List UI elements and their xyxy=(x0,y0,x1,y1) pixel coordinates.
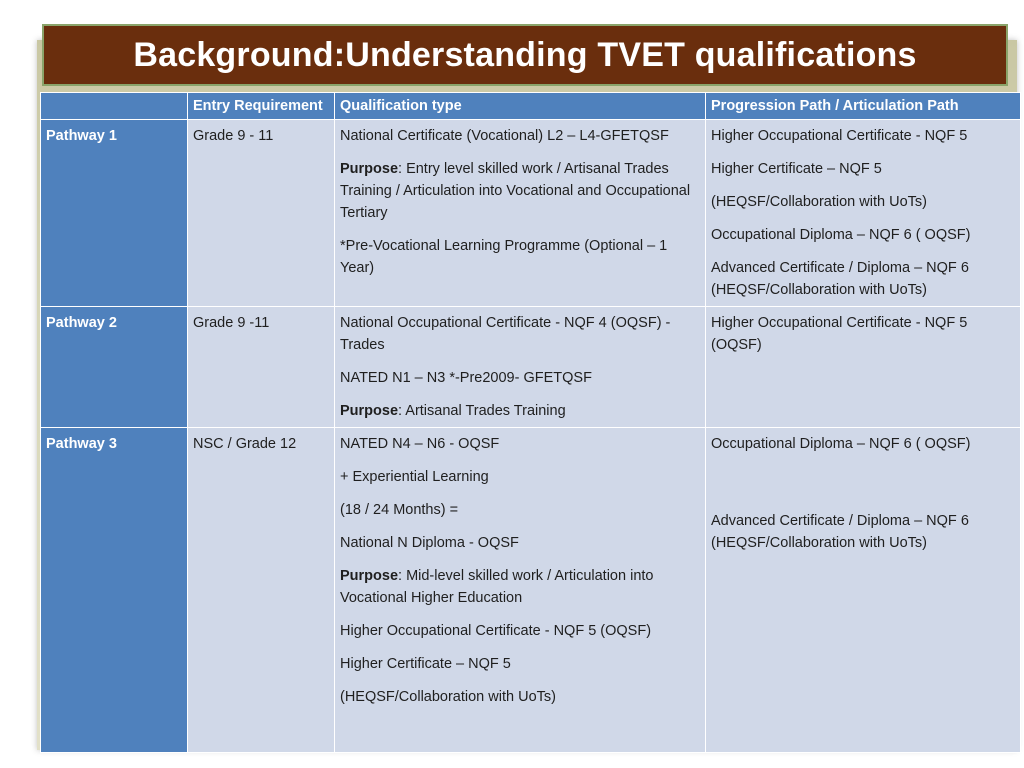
table-header-row xyxy=(41,93,1021,120)
qualification-type-cell xyxy=(335,120,706,307)
title-bar xyxy=(42,24,1008,86)
qualification-line xyxy=(340,565,700,609)
qualification-line: *Pre-Vocational Learning Programme (Optional – 1 Year) xyxy=(340,238,668,276)
header-entry-requirement: Entry Requirement xyxy=(188,93,335,120)
progression-path-cell xyxy=(706,307,1021,428)
qualification-line: NATED N1 – N3 *-Pre2009- GFETQSF xyxy=(340,370,592,386)
progression-line xyxy=(711,466,1015,499)
qualification-line xyxy=(340,158,700,224)
entry-requirement-cell: Grade 9 -11 xyxy=(188,307,335,428)
purpose-text: : Artisanal Trades Training xyxy=(398,403,566,419)
qualifications-table xyxy=(40,92,1021,753)
table-row xyxy=(41,428,1021,753)
purpose-label: Purpose xyxy=(340,161,399,177)
pathway-cell: Pathway 2 xyxy=(41,307,188,428)
qualification-line: National Occupational Certificate - NQF 4 (OQSF) - Trades xyxy=(340,315,671,353)
qualification-line: National N Diploma - OQSF xyxy=(340,535,519,551)
qualification-line: (18 / 24 Months) = xyxy=(340,502,459,518)
progression-line: Advanced Certificate / Diploma – NQF 6 (HEQSF/Collaboration with UoTs) xyxy=(711,513,969,551)
purpose-label: Purpose xyxy=(340,403,399,419)
page-title: Background:Understanding TVET qualifications xyxy=(133,35,917,74)
table-row xyxy=(41,307,1021,428)
progression-line: (HEQSF/Collaboration with UoTs) xyxy=(711,194,927,210)
entry-requirement-cell: Grade 9 - 11 xyxy=(188,120,335,307)
qualification-line xyxy=(340,400,700,422)
qualification-line: NATED N4 – N6 - OQSF xyxy=(340,436,500,452)
qualification-line: National Certificate (Vocational) L2 – L4-GFETQSF xyxy=(340,128,669,144)
progression-line: Occupational Diploma – NQF 6 ( OQSF) xyxy=(711,227,971,243)
pathway-cell: Pathway 1 xyxy=(41,120,188,307)
pathway-cell: Pathway 3 xyxy=(41,428,188,753)
header-progression-path: Progression Path / Articulation Path xyxy=(706,93,1021,120)
purpose-text: : Mid-level skilled work / Articulation into Vocational Higher Education xyxy=(340,568,654,606)
progression-line: Occupational Diploma – NQF 6 ( OQSF) xyxy=(711,436,971,452)
qualification-line: Higher Occupational Certificate - NQF 5 (OQSF) xyxy=(340,623,652,639)
purpose-label: Purpose xyxy=(340,568,399,584)
progression-line: Higher Occupational Certificate - NQF 5 xyxy=(711,128,968,144)
header-qualification-type: Qualification type xyxy=(335,93,706,120)
progression-line: Advanced Certificate / Diploma – NQF 6 (HEQSF/Collaboration with UoTs) xyxy=(711,260,969,298)
qualification-type-cell xyxy=(335,307,706,428)
progression-line: Higher Occupational Certificate - NQF 5 (OQSF) xyxy=(711,315,968,353)
entry-requirement-cell: NSC / Grade 12 xyxy=(188,428,335,753)
progression-path-cell xyxy=(706,120,1021,307)
qualification-type-cell xyxy=(335,428,706,753)
progression-line: Higher Certificate – NQF 5 xyxy=(711,161,882,177)
table-row xyxy=(41,120,1021,307)
header-blank xyxy=(41,93,188,120)
purpose-text: : Entry level skilled work / Artisanal Trades Training / Articulation into Vocational and Occupational Tertiary xyxy=(340,161,691,221)
qualification-line: (HEQSF/Collaboration with UoTs) xyxy=(340,689,556,705)
progression-path-cell xyxy=(706,428,1021,753)
qualification-line: Higher Certificate – NQF 5 xyxy=(340,656,511,672)
qualification-line: + Experiential Learning xyxy=(340,469,489,485)
